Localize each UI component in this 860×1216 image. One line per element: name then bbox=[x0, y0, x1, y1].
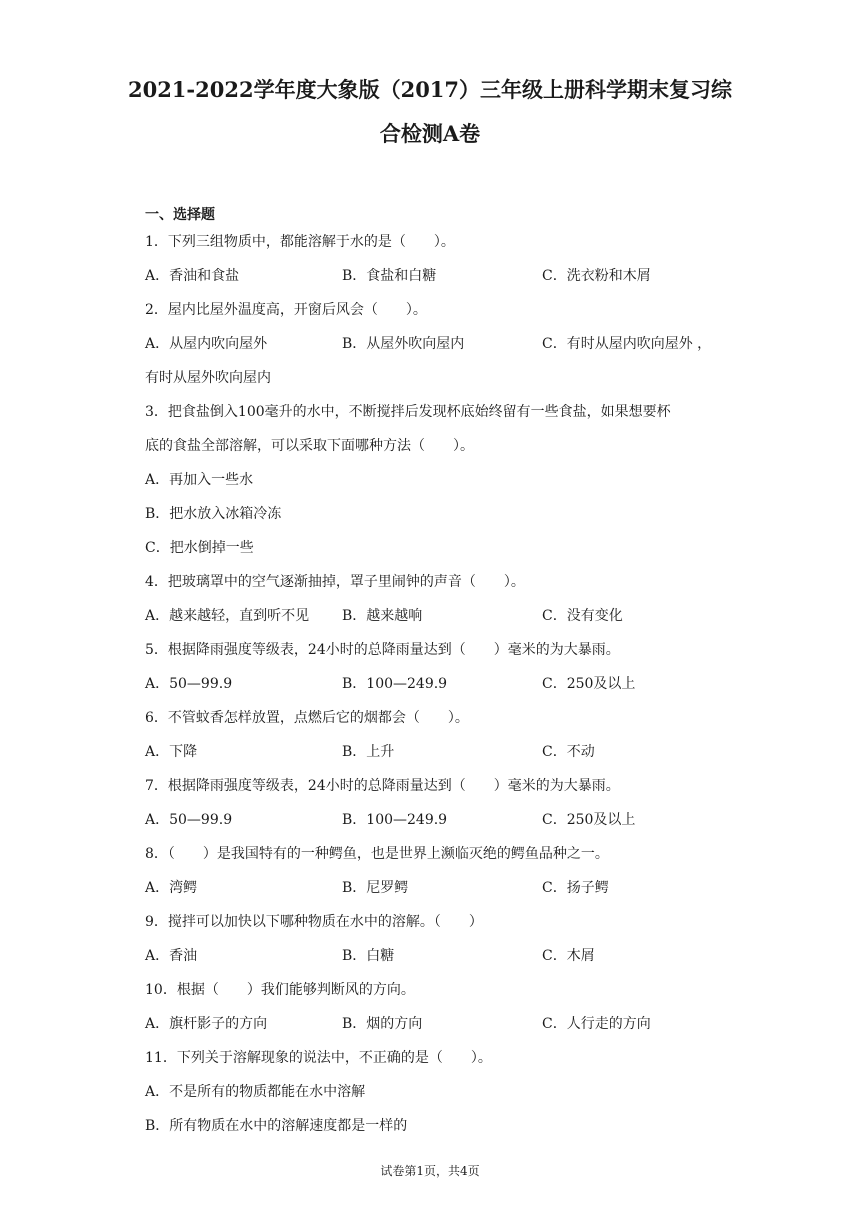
question-6-option-a: A．下降 bbox=[145, 744, 198, 760]
question-9-option-b: B．白糖 bbox=[342, 948, 395, 964]
question-3-stem: 3．把食盐倒入100毫升的水中，不断搅拌后发现杯底始终留有一些食盐，如果想要杯 bbox=[145, 404, 671, 420]
question-2-option-b: B．从屋外吹向屋内 bbox=[342, 336, 465, 352]
question-6-option-b: B．上升 bbox=[342, 744, 395, 760]
page-title-line-1: 2021-2022学年度大象版（2017）三年级上册科学期末复习综 bbox=[127, 77, 733, 102]
question-1-stem: 1．下列三组物质中，都能溶解于水的是（ ）。 bbox=[145, 234, 455, 250]
question-5-option-a: A．50—99.9 bbox=[145, 676, 233, 692]
question-2-option-a: A．从屋内吹向屋外 bbox=[145, 336, 268, 352]
page-footer: 试卷第1页，共4页 bbox=[380, 1164, 480, 1178]
question-1-option-a: A．香油和食盐 bbox=[145, 268, 240, 284]
question-4-option-b: B．越来越响 bbox=[342, 608, 423, 624]
question-5-option-c: C．250及以上 bbox=[542, 676, 636, 692]
question-3-option-c: C．把水倒掉一些 bbox=[145, 540, 254, 556]
question-6-stem: 6．不管蚊香怎样放置，点燃后它的烟都会（ ）。 bbox=[145, 710, 469, 726]
question-10-stem: 10．根据（ ）我们能够判断风的方向。 bbox=[145, 982, 415, 998]
question-5-stem: 5．根据降雨强度等级表，24小时的总降雨量达到（ ）毫米的为大暴雨。 bbox=[145, 642, 620, 658]
question-1-option-b: B．食盐和白糖 bbox=[342, 268, 437, 284]
question-10-option-c: C．人行走的方向 bbox=[542, 1016, 651, 1032]
question-3-stem-continued: 底的食盐全部溶解，可以采取下面哪种方法（ ）。 bbox=[145, 438, 474, 454]
question-8-option-a: A．湾鳄 bbox=[145, 880, 198, 896]
question-11-stem: 11．下列关于溶解现象的说法中，不正确的是（ ）。 bbox=[145, 1050, 492, 1066]
question-7-stem: 7．根据降雨强度等级表，24小时的总降雨量达到（ ）毫米的为大暴雨。 bbox=[145, 778, 620, 794]
question-7-option-a: A．50—99.9 bbox=[145, 812, 233, 828]
question-8-stem: 8．（ ）是我国特有的一种鳄鱼，也是世界上濒临灭绝的鳄鱼品种之一。 bbox=[145, 846, 609, 862]
question-11-option-a: A．不是所有的物质都能在水中溶解 bbox=[145, 1084, 366, 1100]
question-5-option-b: B．100—249.9 bbox=[342, 676, 448, 692]
question-3-option-a: A．再加入一些水 bbox=[145, 472, 254, 488]
question-4-stem: 4．把玻璃罩中的空气逐渐抽掉，罩子里闹钟的声音（ ）。 bbox=[145, 574, 525, 590]
question-8-option-c: C．扬子鳄 bbox=[542, 880, 609, 896]
question-8-option-b: B．尼罗鳄 bbox=[342, 880, 409, 896]
question-4-option-a: A．越来越轻，直到听不见 bbox=[145, 608, 310, 624]
question-2-stem: 2．屋内比屋外温度高，开窗后风会（ ）。 bbox=[145, 302, 427, 318]
page-title-line-2: 合检测A卷 bbox=[379, 121, 481, 146]
question-10-option-a: A．旗杆影子的方向 bbox=[145, 1016, 268, 1032]
question-7-option-b: B．100—249.9 bbox=[342, 812, 448, 828]
question-2-option-c: C．有时从屋内吹向屋外 ， bbox=[542, 336, 712, 352]
question-9-option-c: C．木屑 bbox=[542, 948, 595, 964]
question-3-option-b: B．把水放入冰箱冷冻 bbox=[145, 506, 282, 522]
question-7-option-c: C．250及以上 bbox=[542, 812, 636, 828]
question-1-option-c: C．洗衣粉和木屑 bbox=[542, 268, 651, 284]
question-6-option-c: C．不动 bbox=[542, 744, 595, 760]
question-10-option-b: B．烟的方向 bbox=[342, 1016, 423, 1032]
question-9-stem: 9．搅拌可以加快以下哪种物质在水中的溶解。（ ） bbox=[145, 914, 483, 930]
section-heading: 一、选择题 bbox=[145, 207, 215, 223]
question-2-option-c-continued: 有时从屋外吹向屋内 bbox=[145, 370, 271, 386]
question-11-option-b: B．所有物质在水中的溶解速度都是一样的 bbox=[145, 1118, 408, 1134]
question-4-option-c: C．没有变化 bbox=[542, 608, 623, 624]
question-9-option-a: A．香油 bbox=[145, 948, 198, 964]
